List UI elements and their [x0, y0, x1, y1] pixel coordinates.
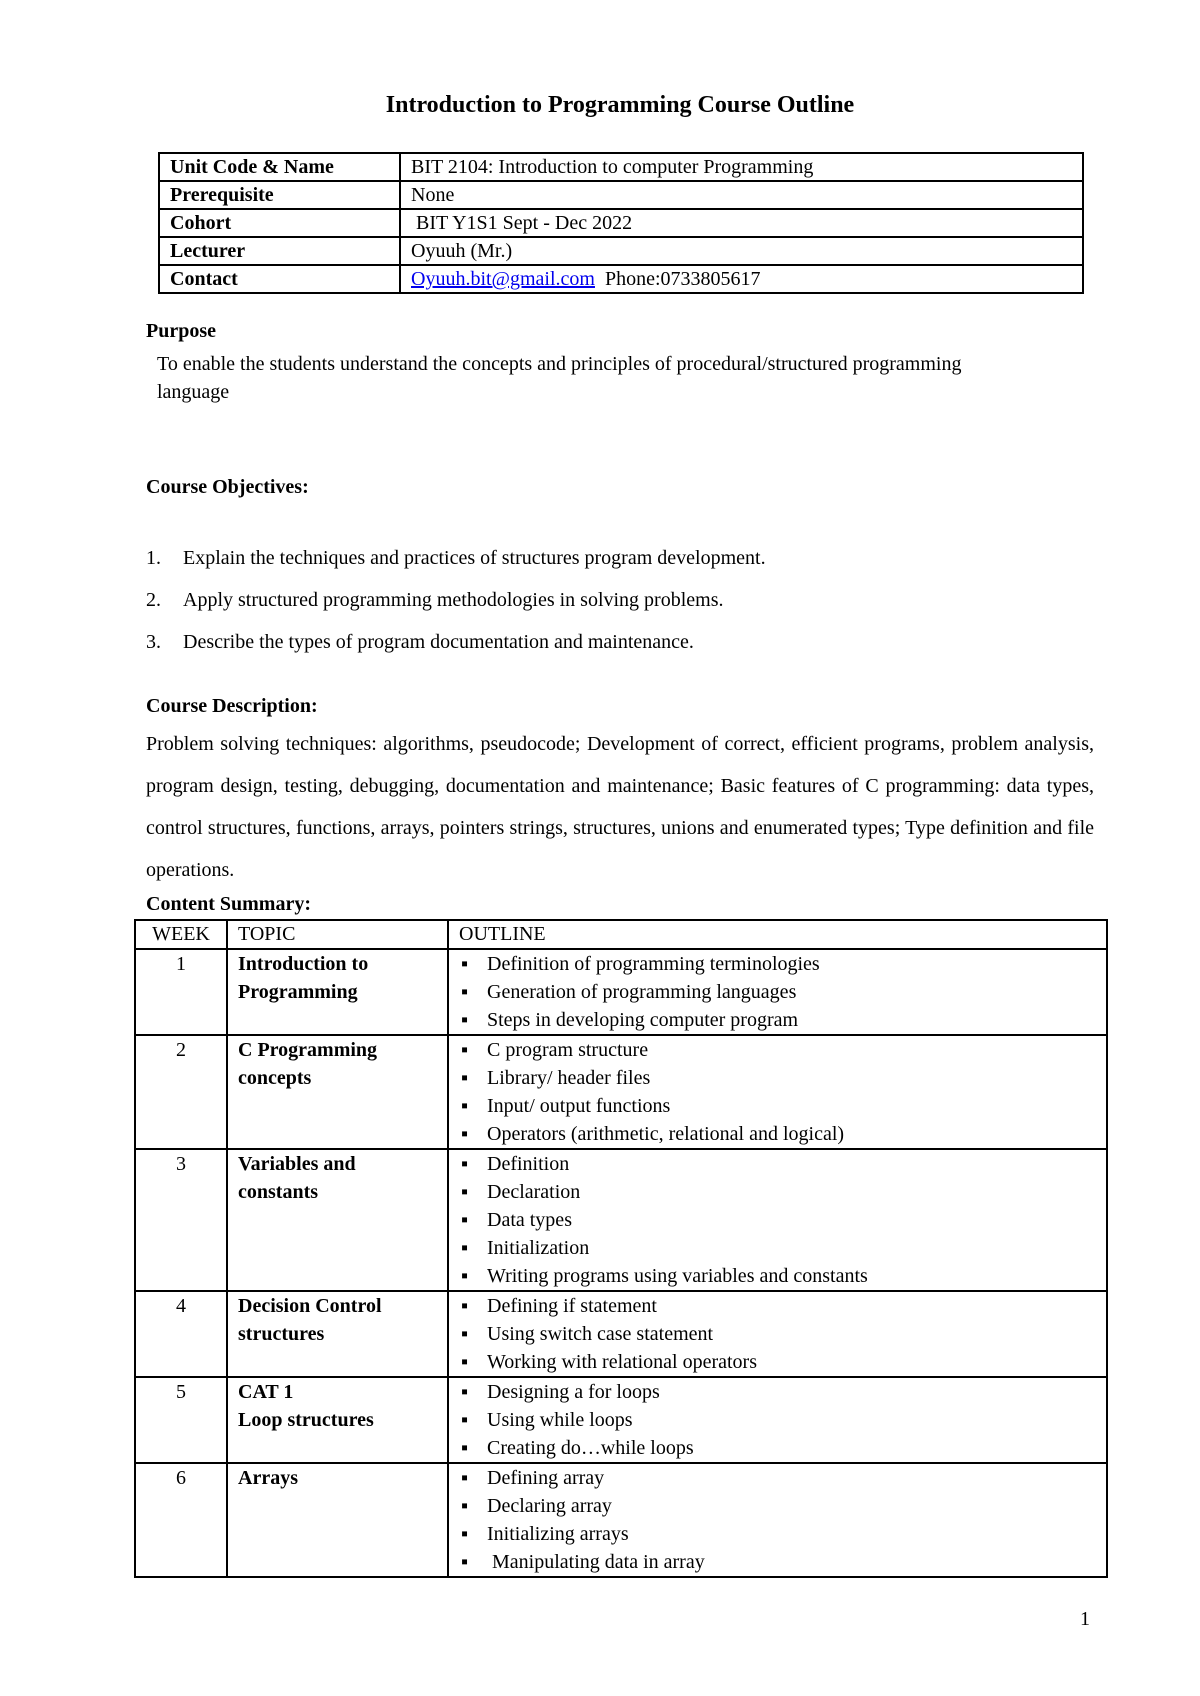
info-value: None: [400, 181, 1083, 209]
info-key: Contact: [159, 265, 400, 293]
week-outline: [448, 949, 1107, 1035]
outline-text: Library/ header files: [487, 1067, 651, 1089]
outline-list: [459, 1464, 1106, 1576]
outline-text: Operators (arithmetic, relational and logical): [487, 1123, 845, 1145]
objective-item: [146, 586, 766, 628]
week-topic: [227, 1149, 448, 1291]
outline-item: [459, 1492, 1106, 1520]
topic-line: constants: [238, 1181, 319, 1203]
header-topic: TOPIC: [227, 920, 448, 949]
topic-line: Introduction to: [238, 953, 369, 975]
purpose-heading: Purpose: [146, 320, 216, 342]
description-heading: Course Description:: [146, 695, 318, 717]
topic-line: Programming: [238, 981, 358, 1003]
week-topic: [227, 1035, 448, 1149]
content-summary-heading: Content Summary:: [146, 893, 311, 915]
outline-item: [459, 950, 1106, 978]
outline-item: [459, 1348, 1106, 1376]
week-number: 2: [135, 1035, 227, 1149]
outline-item: [459, 1406, 1106, 1434]
outline-item: [459, 1092, 1106, 1120]
outline-item: [459, 1006, 1106, 1034]
week-topic: [227, 949, 448, 1035]
outline-text: Initialization: [487, 1237, 590, 1259]
document-title: Introduction to Programming Course Outline: [385, 92, 855, 118]
outline-text: Input/ output functions: [487, 1095, 671, 1117]
objective-number: 2.: [146, 589, 161, 611]
info-value: Oyuuh (Mr.): [400, 237, 1083, 265]
objectives-list: [146, 544, 766, 670]
week-number: 6: [135, 1463, 227, 1577]
outline-text: Definition of programming terminologies: [487, 953, 820, 975]
outline-item: [459, 1548, 1106, 1576]
outline-item: [459, 978, 1106, 1006]
info-row: [159, 181, 1083, 209]
outline-list: [459, 1292, 1106, 1376]
email-link[interactable]: Oyuuh.bit@gmail.com: [411, 268, 595, 290]
outline-item: [459, 1120, 1106, 1148]
outline-text: Writing programs using variables and constants: [487, 1265, 868, 1287]
outline-text: Declaration: [487, 1181, 581, 1203]
outline-item: [459, 1150, 1106, 1178]
topic-line: Loop structures: [238, 1409, 374, 1431]
info-key: Prerequisite: [159, 181, 400, 209]
week-topic: [227, 1463, 448, 1577]
info-key: Cohort: [159, 209, 400, 237]
outline-item: [459, 1234, 1106, 1262]
outline-item: [459, 1464, 1106, 1492]
topic-line: Decision Control: [238, 1295, 382, 1317]
outline-list: [459, 1036, 1106, 1148]
course-info-body: [159, 153, 1083, 293]
outline-text: Designing a for loops: [487, 1381, 660, 1403]
outline-item: [459, 1262, 1106, 1290]
objective-text: Explain the techniques and practices of structures program development.: [183, 547, 766, 569]
topic-line: CAT 1: [238, 1381, 294, 1403]
week-outline: [448, 1035, 1107, 1149]
week-row: [135, 1377, 1107, 1463]
content-summary-table: [134, 919, 1108, 1578]
outline-text: Steps in developing computer program: [487, 1009, 799, 1031]
outline-text: Working with relational operators: [487, 1351, 757, 1373]
topic-line: concepts: [238, 1067, 312, 1089]
outline-list: [459, 1150, 1106, 1290]
info-row: [159, 153, 1083, 181]
outline-item: [459, 1206, 1106, 1234]
week-number: 4: [135, 1291, 227, 1377]
content-header-row: [135, 920, 1107, 949]
outline-item: [459, 1378, 1106, 1406]
objective-text: Apply structured programming methodologies in solving problems.: [183, 589, 724, 611]
outline-item: [459, 1178, 1106, 1206]
header-outline: OUTLINE: [448, 920, 1107, 949]
week-row: [135, 1291, 1107, 1377]
week-number: 1: [135, 949, 227, 1035]
topic-line: structures: [238, 1323, 325, 1345]
info-row-contact: [159, 265, 1083, 293]
outline-text: C program structure: [487, 1039, 649, 1061]
course-info-table: [158, 152, 1084, 294]
week-topic: [227, 1377, 448, 1463]
outline-text: Manipulating data in array: [487, 1551, 705, 1573]
week-row: [135, 1149, 1107, 1291]
content-summary-body: [135, 949, 1107, 1577]
outline-text: Defining if statement: [487, 1295, 657, 1317]
description-text: Problem solving techniques: algorithms, pseudocode; Development of correct, efficient programs, problem analysis, program design, testing, debugging, documentation and maintenance; Basic features of C programming: data types, control structures, functions, arrays, pointers strings, structures, unions and enumerated types; Type definition and file operations.: [146, 733, 1094, 881]
outline-item: [459, 1320, 1106, 1348]
week-outline: [448, 1291, 1107, 1377]
purpose-text: To enable the students understand the concepts and principles of procedural/structured programming language: [157, 353, 962, 403]
outline-text: Data types: [487, 1209, 572, 1231]
week-number: 5: [135, 1377, 227, 1463]
outline-text: Using while loops: [487, 1409, 633, 1431]
outline-item: [459, 1434, 1106, 1462]
week-outline: [448, 1149, 1107, 1291]
outline-item: [459, 1520, 1106, 1548]
objective-item: [146, 628, 766, 670]
week-topic: [227, 1291, 448, 1377]
objective-number: 3.: [146, 631, 161, 653]
objective-text: Describe the types of program documentation and maintenance.: [183, 631, 694, 653]
outline-list: [459, 950, 1106, 1034]
outline-text: Definition: [487, 1153, 570, 1175]
objectives-heading: Course Objectives:: [146, 476, 309, 498]
objective-number: 1.: [146, 547, 161, 569]
week-outline: [448, 1463, 1107, 1577]
outline-item: [459, 1292, 1106, 1320]
info-value: BIT Y1S1 Sept - Dec 2022: [400, 209, 1083, 237]
week-row: [135, 1463, 1107, 1577]
outline-text: Defining array: [487, 1467, 605, 1489]
week-row: [135, 1035, 1107, 1149]
outline-item: [459, 1064, 1106, 1092]
info-key: Lecturer: [159, 237, 400, 265]
week-outline: [448, 1377, 1107, 1463]
info-row: [159, 237, 1083, 265]
outline-text: Creating do…while loops: [487, 1437, 694, 1459]
topic-line: C Programming: [238, 1039, 378, 1061]
info-value-contact: [400, 265, 1083, 293]
week-row: [135, 949, 1107, 1035]
info-key: Unit Code & Name: [159, 153, 400, 181]
outline-item: [459, 1036, 1106, 1064]
outline-list: [459, 1378, 1106, 1462]
outline-text: Using switch case statement: [487, 1323, 714, 1345]
outline-text: Generation of programming languages: [487, 981, 797, 1003]
info-row: [159, 209, 1083, 237]
outline-text: Declaring array: [487, 1495, 612, 1517]
page-number: 1: [1080, 1608, 1090, 1630]
info-value: BIT 2104: Introduction to computer Programming: [400, 153, 1083, 181]
outline-text: Initializing arrays: [487, 1523, 629, 1545]
topic-line: Variables and: [238, 1153, 356, 1175]
week-number: 3: [135, 1149, 227, 1291]
objective-item: [146, 544, 766, 586]
topic-line: Arrays: [238, 1467, 298, 1489]
phone-number: Phone:0733805617: [604, 268, 761, 290]
header-week: WEEK: [135, 920, 227, 949]
